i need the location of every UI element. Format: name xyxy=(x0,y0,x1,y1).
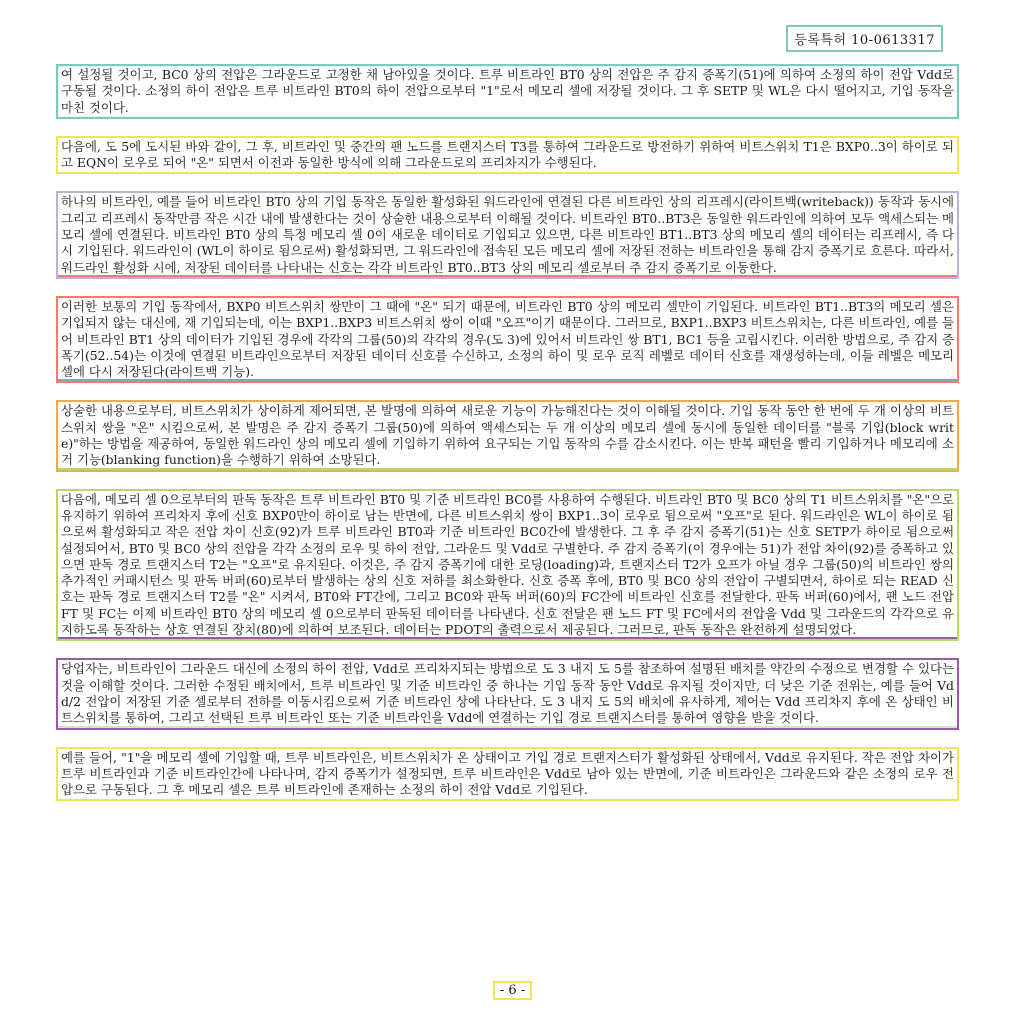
page-footer xyxy=(0,981,1025,1000)
document-body xyxy=(56,64,959,818)
patent-number: 등록특허 10-0613317 xyxy=(786,25,943,52)
paragraph: 상술한 내용으로부터, 비트스위치가 상이하게 제어되면, 본 발명에 의하여 새로운 기능이 가능해진다는 것이 이해될 것이다. 기입 동작 동안 한 번에 두 개 이상의 비트스위치 쌍을 "온" 시킴으로써, 본 발명은 주 감지 증폭기 그룹(50)에 의하여 액세스되는 두 개 이상의 메모리 셀에 동시에 동일한 데이터를 "블록 기입(block write)"하는 방법을 제공하여, 동일한 워드라인 상의 메모리 셀에 기입하기 위하여 요구되는 기입 동작의 수를 감소시킨다. 이는 반복 패턴을 빨리 기입하거나 메모리에 소거 기능(blanking function)을 수행하기 위하여 소망된다. xyxy=(56,400,959,471)
paragraph: 여 설정될 것이고, BC0 상의 전압은 그라운드로 고정한 채 남아있을 것이다. 트루 비트라인 BT0 상의 전압은 주 감지 증폭기(51)에 의하여 소정의 하이 전압 Vdd로 구동될 것이다. 소정의 하이 전압은 트루 비트라인 BT0의 하이 전압으로부터 "1"로서 메모리 셀에 저장될 것이다. 그 후 SETP 및 WL은 다시 떨어지고, 기입 동작을 마친 것이다. xyxy=(56,64,959,119)
paragraph: 이러한 보통의 기입 동작에서, BXP0 비트스위치 쌍만이 그 때에 "온" 되기 때문에, 비트라인 BT0 상의 메모리 셀만이 기입된다. 비트라인 BT1..BT3의 메모리 셀은 기입되지 않는 대신에, 재 기입되는데, 이는 BXP1..BXP3 비트스위치 쌍이 이때 "오프"이기 때문이다. 그러므로, BXP1..BXP3 비트스위치는, 다른 비트라인, 예를 들어 비트라인 BT1 상의 데이터가 기입된 경우에 각각의 그룹(50)의 각각의 경우(도 3)에 있어서 비트라인 쌍 BT1, BC1 등을 고립시킨다. 이러한 방법으로, 주 감지 증폭기(52..54)는 이것에 연결된 비트라인으로부터 저장된 데이터 신호를 수신하고, 소정의 하이 및 로우 로직 레벨로 데이터 신호를 재생성하는데, 이들 레벨은 메모리 셀에 다시 저장된다(라이트백 기능). xyxy=(56,296,959,383)
paragraph: 하나의 비트라인, 예를 들어 비트라인 BT0 상의 기입 동작은 동일한 활성화된 워드라인에 연결된 다른 비트라인 상의 리프레시(라이트백(writeback)) 동작과 동시에 그리고 리프레시 동작만큼 작은 시간 내에 발생한다는 것이 상술한 내용으로부터 이해될 것이다. 비트라인 BT0..BT3은 동일한 워드라인에 의하여 모두 액세스되는 메모리 셀에 연결된다. 비트라인 BT0 상의 특정 메모리 셀 0이 새로운 데이터로 기입되고 있으면, 다른 비트라인 BT1..BT3 상의 메모리 셀의 데이터는 리프레시, 즉 다시 기입된다. 워드라인이 (WL이 하이로 됨으로써) 활성화되면, 그 워드라인에 접속된 모든 메모리 셀에 저장된 전하는 비트라인을 통해 감지 증폭기로 흐른다. 따라서, 워드라인 활성화 시에, 저장된 데이터를 나타내는 신호는 각각 비트라인 BT0..BT3 상의 메모리 셀로부터 주 감지 증폭기로 이동한다. xyxy=(56,191,959,278)
paragraph: 다음에, 메모리 셀 0으로부터의 판독 동작은 트루 비트라인 BT0 및 기준 비트라인 BC0를 사용하여 수행된다. 비트라인 BT0 및 BC0 상의 T1 비트스위치를 "온"으로 유지하기 위하여 프리차지 후에 신호 BXP0만이 하이로 남는 반면에, 다른 비트스위치 쌍이 BXP1..3이 로우로 됨으로써 "오프"로 된다. 워드라인은 WL이 하이로 됨으로써 활성화되고 작은 전압 차이 신호(92)가 트루 비트라인 BT0과 기준 비트라인 BC0간에 발생한다. 그 후 주 감지 증폭기(51)는 신호 SETP가 하이로 됨으로써 설정되어서, BT0 및 BC0 상의 전압을 각각 소정의 로우 및 하이 전압, 그라운드 및 Vdd로 구별한다. 주 감지 증폭기(이 경우에는 51)가 전압 차이(92)를 증폭하고 있으면 판독 경로 트랜지스터 T2는 "오프"로 유지된다. 이것은, 주 감지 증폭기에 대한 로딩(loading)과, 트랜지스터 T2가 오프가 아닐 경우 그룹(50)의 비트라인 쌍의 추가적인 커패시턴스 및 판독 버퍼(60)로부터 발생하는 상의 신호 저하를 최소화한다. 신호 증폭 후에, BT0 및 BC0 상의 전압이 구별되면서, 하이로 되는 READ 신호는 판독 경로 트랜지스터 T2를 "온" 시켜서, BT0와 FT간에, 그리고 BC0와 판독 버퍼(60)의 FC간에 비트라인 신호를 전달한다. 판독 버퍼(60)에서, 팬 노드 전압 FT 및 FC는 이제 비트라인 BT0 상의 메모리 셀 0으로부터 판독된 데이터를 나타낸다. 신호 전달은 팬 노드 FT 및 FC에서의 전압을 Vdd 및 그라운드의 각각으로 유지하도록 동작하는 상호 연결된 장치(80)에 의하여 보조된다. 데이터는 PDOT의 출력으로서 제공된다. 그러므로, 판독 동작은 완전하게 설명되었다. xyxy=(56,489,959,642)
paragraph: 당업자는, 비트라인이 그라운드 대신에 소정의 하이 전압, Vdd로 프리차지되는 방법으로 도 3 내지 도 5를 참조하여 설명된 배치를 약간의 수정으로 변경할 수 있다는 것을 이해할 것이다. 그러한 수정된 배치에서, 트루 비트라인 및 기준 비트라인 중 하나는 기입 동작 동안 Vdd로 유지될 것이지만, 더 낮은 기준 전위는, 예를 들어 Vdd/2 전압이 저장된 기준 셀로부터 전하를 이동시킴으로써 기준 비트라인 상에 나타난다. 도 3 내지 도 5의 배치에 유사하게, 제어는 Vdd 프리차지 후에 온 상태인 비트스위치를 통하여, 그리고 선택된 트루 비트라인 또는 기준 비트라인을 Vdd에 연결하는 기입 경로 트랜지스터를 통하여 영향을 받을 것이다. xyxy=(56,658,959,729)
paragraph: 예를 들어, "1"을 메모리 셀에 기입할 때, 트루 비트라인은, 비트스위치가 온 상태이고 기입 경로 트랜지스터가 활성화된 상태에서, Vdd로 유지된다. 작은 전압 차이가 트루 비트라인과 기준 비트라인간에 나타나며, 감지 증폭기가 설정되면, 트루 비트라인은 Vdd로 남아 있는 반면에, 기준 비트라인은 그라운드와 같은 소정의 로우 전압으로 구동된다. 그 후 메모리 셀은 트루 비트라인에 존재하는 소정의 하이 전압 Vdd로 기입된다. xyxy=(56,747,959,802)
page-number: - 6 - xyxy=(493,981,532,1000)
paragraph: 다음에, 도 5에 도시된 바와 같이, 그 후, 비트라인 및 중간의 팬 노드를 트랜지스터 T3를 통하여 그라운드로 방전하기 위하여 비트스위치 T1은 BXP0..3이 하이로 되고 EQN이 로우로 되어 "온" 되면서 이전과 동일한 방식에 의해 그라운드로의 프리차지가 수행된다. xyxy=(56,136,959,175)
